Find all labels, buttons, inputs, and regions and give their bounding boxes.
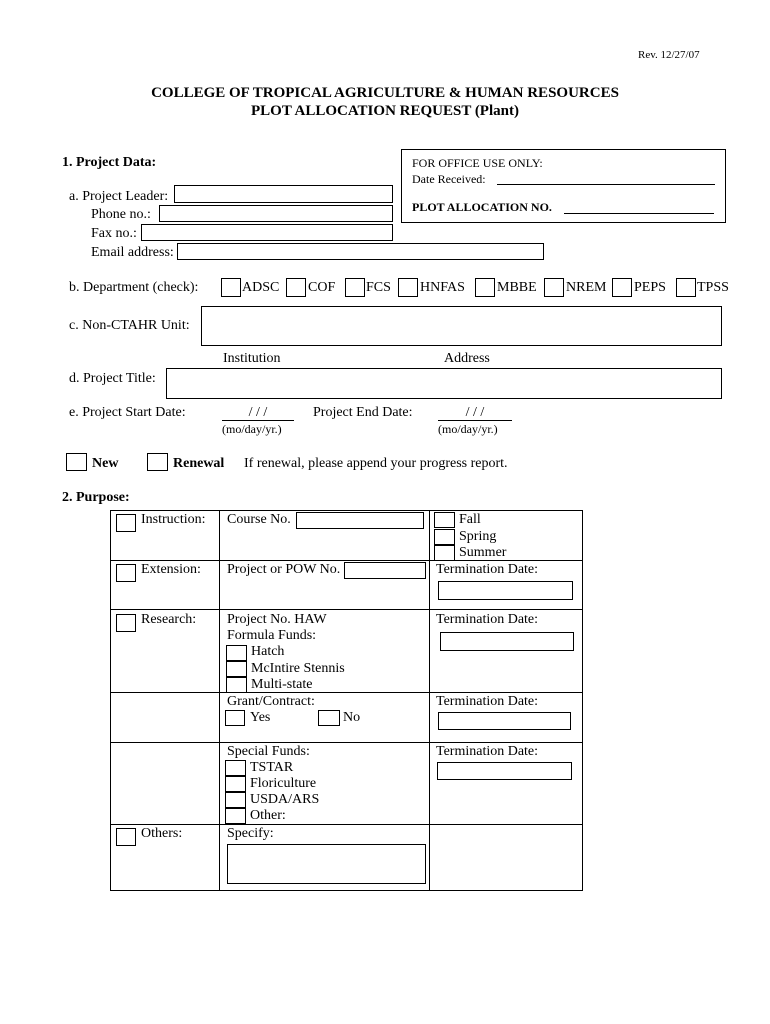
research-termination-input[interactable] <box>440 632 574 651</box>
grant-yes-checkbox[interactable] <box>225 710 245 726</box>
start-date-format: (mo/day/yr.) <box>222 422 282 436</box>
dept-mbbe-checkbox[interactable] <box>475 278 495 297</box>
fall-label: Fall <box>459 512 481 527</box>
institution-caption: Institution <box>223 351 281 366</box>
college-title: COLLEGE OF TROPICAL AGRICULTURE & HUMAN RESOURCES <box>151 85 619 101</box>
floriculture-label: Floriculture <box>250 776 317 791</box>
summer-label: Summer <box>459 545 507 560</box>
dept-nrem-checkbox[interactable] <box>544 278 564 297</box>
phone-input[interactable] <box>159 205 393 222</box>
research-label: Research: <box>141 612 197 627</box>
end-date-label: Project End Date: <box>313 405 413 420</box>
office-use-label: FOR OFFICE USE ONLY: <box>412 156 543 170</box>
dept-tpss-label: TPSS <box>697 280 729 295</box>
dept-cof-label: COF <box>308 280 336 295</box>
row-separator <box>110 560 583 561</box>
extension-label: Extension: <box>141 562 201 577</box>
spring-label: Spring <box>459 529 497 544</box>
others-label: Others: <box>141 826 183 841</box>
dept-cof-checkbox[interactable] <box>286 278 306 297</box>
end-date-slashes: / / / <box>465 405 485 420</box>
dept-fcs-checkbox[interactable] <box>345 278 365 297</box>
plot-allocation-no-label: PLOT ALLOCATION NO. <box>412 200 552 214</box>
tstar-checkbox[interactable] <box>225 760 246 776</box>
hatch-checkbox[interactable] <box>226 645 247 661</box>
specify-label: Specify: <box>227 826 274 841</box>
end-date-format: (mo/day/yr.) <box>438 422 498 436</box>
grant-termination-label: Termination Date: <box>436 694 539 709</box>
project-no-haw-label: Project No. HAW <box>227 612 327 627</box>
project-title-input[interactable] <box>166 368 722 399</box>
fax-input[interactable] <box>141 224 393 241</box>
table-divider-1 <box>219 510 220 891</box>
revision-date: Rev. 12/27/07 <box>638 49 700 61</box>
other-fund-label: Other: <box>250 808 286 823</box>
section-project-data-heading: 1. Project Data: <box>62 155 157 170</box>
extension-termination-input[interactable] <box>438 581 573 600</box>
table-divider-2 <box>429 510 430 891</box>
grant-no-checkbox[interactable] <box>318 710 340 726</box>
special-funds-label: Special Funds: <box>227 744 310 759</box>
hatch-label: Hatch <box>251 644 285 659</box>
section-purpose-heading: 2. Purpose: <box>62 490 130 505</box>
instruction-checkbox[interactable] <box>116 514 136 532</box>
dept-peps-label: PEPS <box>634 280 666 295</box>
grant-termination-input[interactable] <box>438 712 571 730</box>
row-separator <box>110 609 583 610</box>
email-label: Email address: <box>91 245 174 260</box>
spring-checkbox[interactable] <box>434 529 455 545</box>
row-separator <box>110 824 583 825</box>
renewal-label: Renewal <box>173 456 225 471</box>
start-date-slashes: / / / <box>248 405 268 420</box>
office-use-box <box>401 149 726 223</box>
other-fund-checkbox[interactable] <box>225 808 246 824</box>
dept-mbbe-label: MBBE <box>497 280 537 295</box>
form-title: PLOT ALLOCATION REQUEST (Plant) <box>251 103 519 119</box>
dept-adsc-label: ADSC <box>242 280 280 295</box>
date-received-label: Date Received: <box>412 172 486 186</box>
extension-checkbox[interactable] <box>116 564 136 582</box>
multistate-checkbox[interactable] <box>226 677 247 693</box>
usda-ars-checkbox[interactable] <box>225 792 246 808</box>
dept-hnfas-checkbox[interactable] <box>398 278 418 297</box>
new-label: New <box>92 456 119 471</box>
special-termination-input[interactable] <box>437 762 572 780</box>
department-label: b. Department (check): <box>69 280 199 295</box>
dept-tpss-checkbox[interactable] <box>676 278 696 297</box>
phone-label: Phone no.: <box>91 207 151 222</box>
research-checkbox[interactable] <box>116 614 136 632</box>
renewal-checkbox[interactable] <box>147 453 168 471</box>
summer-checkbox[interactable] <box>434 545 455 561</box>
course-no-input[interactable] <box>296 512 424 529</box>
extension-termination-label: Termination Date: <box>436 562 539 577</box>
mcintire-label: McIntire Stennis <box>251 661 345 676</box>
special-termination-label: Termination Date: <box>436 744 539 759</box>
instruction-label: Instruction: <box>141 512 206 527</box>
tstar-label: TSTAR <box>250 760 294 775</box>
row-separator <box>110 692 583 693</box>
project-pow-label: Project or POW No. <box>227 562 341 577</box>
dept-peps-checkbox[interactable] <box>612 278 632 297</box>
project-title-label: d. Project Title: <box>69 371 156 386</box>
project-leader-label: a. Project Leader: <box>69 189 169 204</box>
project-pow-input[interactable] <box>344 562 426 579</box>
date-received-line[interactable] <box>497 184 715 185</box>
dept-hnfas-label: HNFAS <box>420 280 465 295</box>
new-checkbox[interactable] <box>66 453 87 471</box>
start-date-line[interactable] <box>222 420 294 421</box>
row-separator <box>110 742 583 743</box>
others-checkbox[interactable] <box>116 828 136 846</box>
multistate-label: Multi-state <box>251 677 313 692</box>
specify-input[interactable] <box>227 844 426 884</box>
plot-allocation-no-line[interactable] <box>564 213 714 214</box>
non-ctahr-label: c. Non-CTAHR Unit: <box>69 318 190 333</box>
grant-contract-label: Grant/Contract: <box>227 694 315 709</box>
usda-ars-label: USDA/ARS <box>250 792 320 807</box>
fall-checkbox[interactable] <box>434 512 455 528</box>
grant-no-label: No <box>343 710 361 725</box>
mcintire-checkbox[interactable] <box>226 661 247 677</box>
start-date-label: e. Project Start Date: <box>69 405 186 420</box>
project-leader-input[interactable] <box>174 185 393 203</box>
renewal-note: If renewal, please append your progress report. <box>244 456 508 471</box>
dept-adsc-checkbox[interactable] <box>221 278 241 297</box>
fax-label: Fax no.: <box>91 226 137 241</box>
floriculture-checkbox[interactable] <box>225 776 246 792</box>
non-ctahr-input[interactable] <box>201 306 722 346</box>
grant-yes-label: Yes <box>250 710 271 725</box>
course-no-label: Course No. <box>227 512 291 527</box>
email-input[interactable] <box>177 243 544 260</box>
dept-nrem-label: NREM <box>566 280 607 295</box>
address-caption: Address <box>444 351 490 366</box>
dept-fcs-label: FCS <box>366 280 391 295</box>
end-date-line[interactable] <box>438 420 512 421</box>
formula-funds-label: Formula Funds: <box>227 628 317 643</box>
research-termination-label: Termination Date: <box>436 612 539 627</box>
